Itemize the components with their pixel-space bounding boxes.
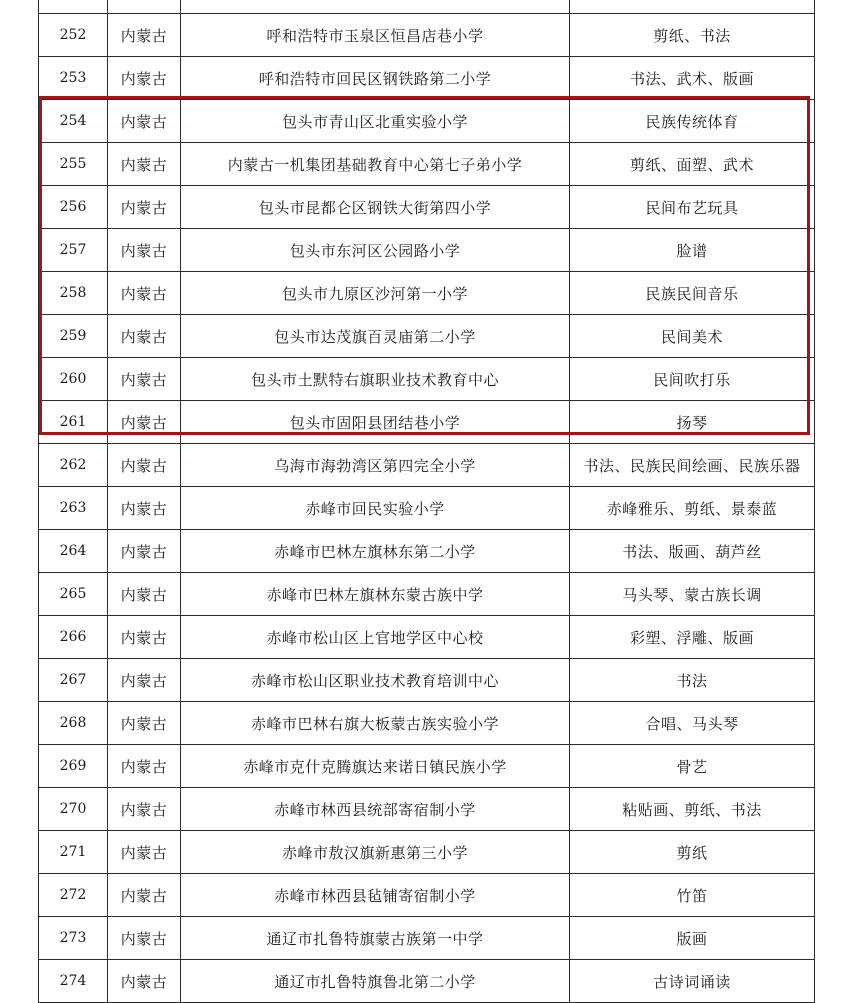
province-cell <box>108 0 181 14</box>
school-name-cell <box>181 0 570 14</box>
row-number-cell: 268 <box>39 702 108 745</box>
school-name-cell: 包头市青山区北重实验小学 <box>181 100 570 143</box>
school-name-cell: 内蒙古一机集团基础教育中心第七子弟小学 <box>181 143 570 186</box>
province-cell: 内蒙古 <box>108 100 181 143</box>
school-name-cell: 赤峰市松山区职业技术教育培训中心 <box>181 659 570 702</box>
table-row <box>39 143 815 186</box>
school-name-cell: 赤峰市回民实验小学 <box>181 487 570 530</box>
school-name-cell: 赤峰市林西县毡铺寄宿制小学 <box>181 874 570 917</box>
table-row <box>39 487 815 530</box>
table-row <box>39 702 815 745</box>
table-row <box>39 745 815 788</box>
table-row <box>39 530 815 573</box>
school-name-cell: 赤峰市林西县统部寄宿制小学 <box>181 788 570 831</box>
project-cell <box>570 0 815 14</box>
row-number-cell <box>39 0 108 14</box>
province-cell: 内蒙古 <box>108 358 181 401</box>
province-cell: 内蒙古 <box>108 917 181 960</box>
table-row <box>39 229 815 272</box>
project-cell: 剪纸、书法 <box>570 14 815 57</box>
row-number-cell: 267 <box>39 659 108 702</box>
row-number-cell: 256 <box>39 186 108 229</box>
row-number-cell: 266 <box>39 616 108 659</box>
project-cell: 马头琴、蒙古族长调 <box>570 573 815 616</box>
province-cell: 内蒙古 <box>108 616 181 659</box>
province-cell: 内蒙古 <box>108 401 181 444</box>
row-number-cell: 274 <box>39 960 108 1003</box>
province-cell: 内蒙古 <box>108 444 181 487</box>
school-name-cell: 包头市土默特右旗职业技术教育中心 <box>181 358 570 401</box>
row-number-cell: 271 <box>39 831 108 874</box>
project-cell: 版画 <box>570 917 815 960</box>
project-cell: 民间吹打乐 <box>570 358 815 401</box>
table-row <box>39 444 815 487</box>
school-name-cell: 赤峰市巴林右旗大板蒙古族实验小学 <box>181 702 570 745</box>
row-number-cell: 257 <box>39 229 108 272</box>
table-row <box>39 616 815 659</box>
province-cell: 内蒙古 <box>108 788 181 831</box>
province-cell: 内蒙古 <box>108 659 181 702</box>
school-name-cell: 包头市达茂旗百灵庙第二小学 <box>181 315 570 358</box>
row-number-cell: 270 <box>39 788 108 831</box>
province-cell: 内蒙古 <box>108 57 181 100</box>
table-row <box>39 831 815 874</box>
table-row <box>39 917 815 960</box>
province-cell: 内蒙古 <box>108 573 181 616</box>
table-row <box>39 186 815 229</box>
row-number-cell: 253 <box>39 57 108 100</box>
table-row <box>39 788 815 831</box>
project-cell: 粘贴画、剪纸、书法 <box>570 788 815 831</box>
row-number-cell: 265 <box>39 573 108 616</box>
project-cell: 脸谱 <box>570 229 815 272</box>
school-name-cell: 赤峰市松山区上官地学区中心校 <box>181 616 570 659</box>
province-cell: 内蒙古 <box>108 874 181 917</box>
school-name-cell: 包头市东河区公园路小学 <box>181 229 570 272</box>
school-name-cell: 赤峰市巴林左旗林东蒙古族中学 <box>181 573 570 616</box>
school-name-cell: 通辽市扎鲁特旗蒙古族第一中学 <box>181 917 570 960</box>
project-cell: 民族民间音乐 <box>570 272 815 315</box>
project-cell: 民间布艺玩具 <box>570 186 815 229</box>
row-number-cell: 262 <box>39 444 108 487</box>
row-number-cell: 261 <box>39 401 108 444</box>
row-number-cell: 264 <box>39 530 108 573</box>
school-name-cell: 呼和浩特市玉泉区恒昌店巷小学 <box>181 14 570 57</box>
province-cell: 内蒙古 <box>108 229 181 272</box>
province-cell: 内蒙古 <box>108 14 181 57</box>
row-number-cell: 252 <box>39 14 108 57</box>
province-cell: 内蒙古 <box>108 530 181 573</box>
school-name-cell: 乌海市海勃湾区第四完全小学 <box>181 444 570 487</box>
province-cell: 内蒙古 <box>108 702 181 745</box>
table-row <box>39 659 815 702</box>
table-row <box>39 14 815 57</box>
table-row <box>39 358 815 401</box>
row-number-cell: 254 <box>39 100 108 143</box>
province-cell: 内蒙古 <box>108 745 181 788</box>
row-number-cell: 272 <box>39 874 108 917</box>
table-row <box>39 272 815 315</box>
row-number-cell: 269 <box>39 745 108 788</box>
school-name-cell: 包头市固阳县团结巷小学 <box>181 401 570 444</box>
project-cell: 扬琴 <box>570 401 815 444</box>
table-row <box>39 315 815 358</box>
table-row <box>39 874 815 917</box>
table-row <box>39 960 815 1003</box>
province-cell: 内蒙古 <box>108 186 181 229</box>
province-cell: 内蒙古 <box>108 272 181 315</box>
project-cell: 书法、民族民间绘画、民族乐器 <box>570 444 815 487</box>
row-number-cell: 259 <box>39 315 108 358</box>
table-row <box>39 0 815 14</box>
project-cell: 竹笛 <box>570 874 815 917</box>
project-cell: 书法、版画、葫芦丝 <box>570 530 815 573</box>
project-cell: 赤峰雅乐、剪纸、景泰蓝 <box>570 487 815 530</box>
row-number-cell: 255 <box>39 143 108 186</box>
school-list-table <box>38 0 815 1003</box>
project-cell: 民间美术 <box>570 315 815 358</box>
school-name-cell: 赤峰市巴林左旗林东第二小学 <box>181 530 570 573</box>
project-cell: 骨艺 <box>570 745 815 788</box>
school-name-cell: 呼和浩特市回民区钢铁路第二小学 <box>181 57 570 100</box>
project-cell: 剪纸 <box>570 831 815 874</box>
school-name-cell: 通辽市扎鲁特旗鲁北第二小学 <box>181 960 570 1003</box>
school-name-cell: 包头市九原区沙河第一小学 <box>181 272 570 315</box>
province-cell: 内蒙古 <box>108 143 181 186</box>
province-cell: 内蒙古 <box>108 831 181 874</box>
project-cell: 民族传统体育 <box>570 100 815 143</box>
project-cell: 彩塑、浮雕、版画 <box>570 616 815 659</box>
table-row <box>39 401 815 444</box>
school-name-cell: 包头市昆都仑区钢铁大街第四小学 <box>181 186 570 229</box>
table-row <box>39 573 815 616</box>
school-name-cell: 赤峰市敖汉旗新惠第三小学 <box>181 831 570 874</box>
table-body <box>39 0 815 1003</box>
row-number-cell: 263 <box>39 487 108 530</box>
row-number-cell: 273 <box>39 917 108 960</box>
table-row <box>39 57 815 100</box>
project-cell: 书法 <box>570 659 815 702</box>
project-cell: 古诗词诵读 <box>570 960 815 1003</box>
province-cell: 内蒙古 <box>108 487 181 530</box>
province-cell: 内蒙古 <box>108 315 181 358</box>
school-name-cell: 赤峰市克什克腾旗达来诺日镇民族小学 <box>181 745 570 788</box>
row-number-cell: 258 <box>39 272 108 315</box>
province-cell: 内蒙古 <box>108 960 181 1003</box>
project-cell: 剪纸、面塑、武术 <box>570 143 815 186</box>
row-number-cell: 260 <box>39 358 108 401</box>
table-row <box>39 100 815 143</box>
project-cell: 书法、武术、版画 <box>570 57 815 100</box>
project-cell: 合唱、马头琴 <box>570 702 815 745</box>
